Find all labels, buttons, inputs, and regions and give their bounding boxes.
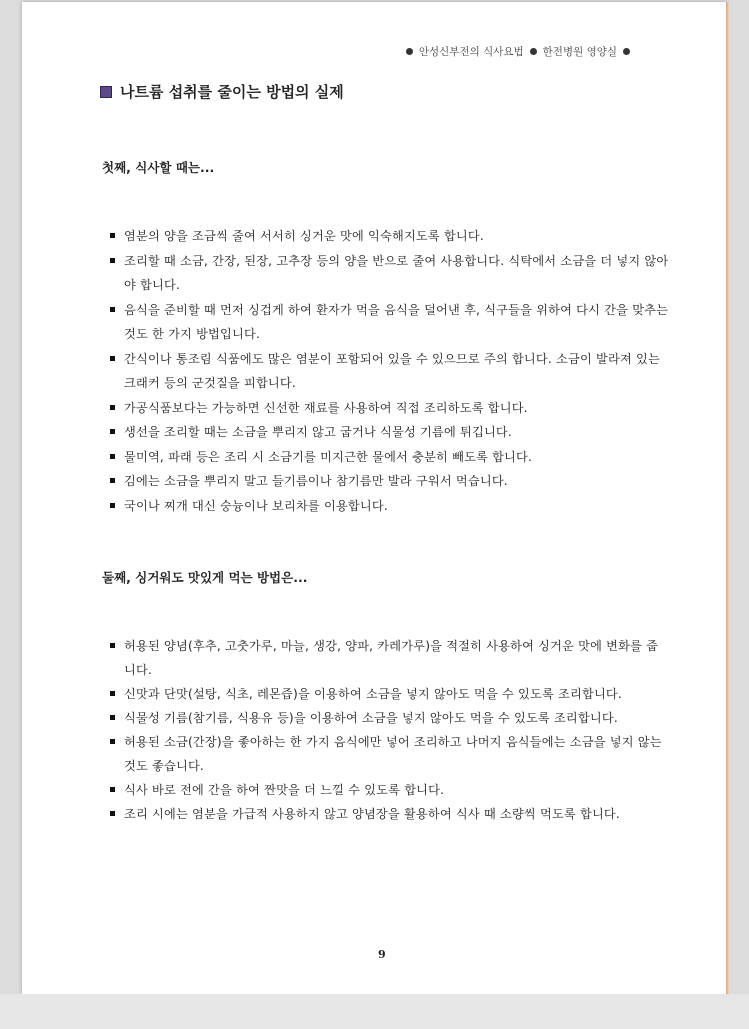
- document-page: [22, 2, 726, 994]
- list-item: 가공식품보다는 가능하면 신선한 재료를 사용하여 직접 조리하도록 합니다.: [110, 396, 670, 421]
- list-item: 조리 시에는 염분을 가급적 사용하지 않고 양념장을 활용하여 식사 때 소량씩 먹도록 합니다.: [110, 802, 670, 826]
- part1-heading: 첫째, 식사할 때는...: [102, 160, 215, 175]
- list-item: 국이나 찌개 대신 숭늉이나 보리차를 이용합니다.: [110, 494, 670, 519]
- square-bullet-icon: [110, 307, 115, 312]
- list-item: 식물성 기름(참기름, 식용유 등)을 이용하여 소금을 넣지 않아도 먹을 수 있도록 조리합니다.: [110, 706, 670, 730]
- bullet-dot-icon: [406, 48, 413, 55]
- square-bullet-icon: [110, 643, 115, 648]
- square-bullet-icon: [110, 739, 115, 744]
- bottom-margin: [0, 994, 749, 1029]
- running-header: [406, 44, 630, 59]
- section-title: [100, 81, 344, 102]
- list-item: 허용된 소금(간장)을 좋아하는 한 가지 음식에만 넣어 조리하고 나머지 음식들에는 소금을 넣지 않는 것도 좋습니다.: [110, 730, 670, 778]
- bullet-dot-icon: [623, 48, 630, 55]
- list-item: 식사 바로 전에 간을 하여 짠맛을 더 느낄 수 있도록 합니다.: [110, 778, 670, 802]
- square-bullet-icon: [110, 429, 115, 434]
- list-item: 조리할 때 소금, 간장, 된장, 고추장 등의 양을 반으로 줄여 사용합니다. 식탁에서 소금을 더 넣지 않아야 합니다.: [110, 249, 670, 298]
- list-item: 김에는 소금을 뿌리지 말고 들기름이나 참기름만 발라 구워서 먹습니다.: [110, 469, 670, 494]
- square-bullet-icon: [110, 691, 115, 696]
- square-bullet-icon: [110, 787, 115, 792]
- bullet-dot-icon: [530, 48, 537, 55]
- square-bullet-icon: [110, 405, 115, 410]
- part1-list: [110, 224, 670, 518]
- square-bullet-icon: [110, 503, 115, 508]
- square-bullet-icon: [110, 478, 115, 483]
- square-bullet-icon: [110, 811, 115, 816]
- square-bullet-icon: [110, 233, 115, 238]
- header-right-text: 한전병원 영양실: [542, 46, 617, 58]
- square-marker-icon: [100, 86, 112, 98]
- part2-heading: 둘째, 싱거워도 맛있게 먹는 방법은...: [102, 570, 308, 585]
- list-item: 간식이나 통조림 식품에도 많은 염분이 포함되어 있을 수 있으므로 주의 합니다. 소금이 발라져 있는 크래커 등의 군것질을 피합니다.: [110, 347, 670, 396]
- list-item: 염분의 양을 조금씩 줄여 서서히 싱거운 맛에 익숙해지도록 합니다.: [110, 224, 670, 249]
- page-number: 9: [378, 948, 386, 961]
- square-bullet-icon: [110, 356, 115, 361]
- list-item: 생선을 조리할 때는 소금을 뿌리지 않고 굽거나 식물성 기름에 튀깁니다.: [110, 420, 670, 445]
- square-bullet-icon: [110, 715, 115, 720]
- header-left-text: 안성신부전의 식사요법: [418, 46, 524, 58]
- square-bullet-icon: [110, 258, 115, 263]
- scan-edge: [726, 2, 730, 994]
- list-item: 신맛과 단맛(설탕, 식초, 레몬즙)을 이용하여 소금을 넣지 않아도 먹을 수 있도록 조리합니다.: [110, 682, 670, 706]
- list-item: 음식을 준비할 때 먼저 싱겁게 하여 환자가 먹을 음식을 덜어낸 후, 식구들을 위하여 다시 간을 맞추는 것도 한 가지 방법입니다.: [110, 298, 670, 347]
- part2-list: [110, 634, 670, 826]
- list-item: 물미역, 파래 등은 조리 시 소금기를 미지근한 물에서 충분히 빼도록 합니다.: [110, 445, 670, 470]
- section-title-text: 나트륨 섭취를 줄이는 방법의 실제: [120, 83, 344, 101]
- square-bullet-icon: [110, 454, 115, 459]
- list-item: 허용된 양념(후추, 고춧가루, 마늘, 생강, 양파, 카레가루)을 적절히 사용하여 싱거운 맛에 변화를 줍니다.: [110, 634, 670, 682]
